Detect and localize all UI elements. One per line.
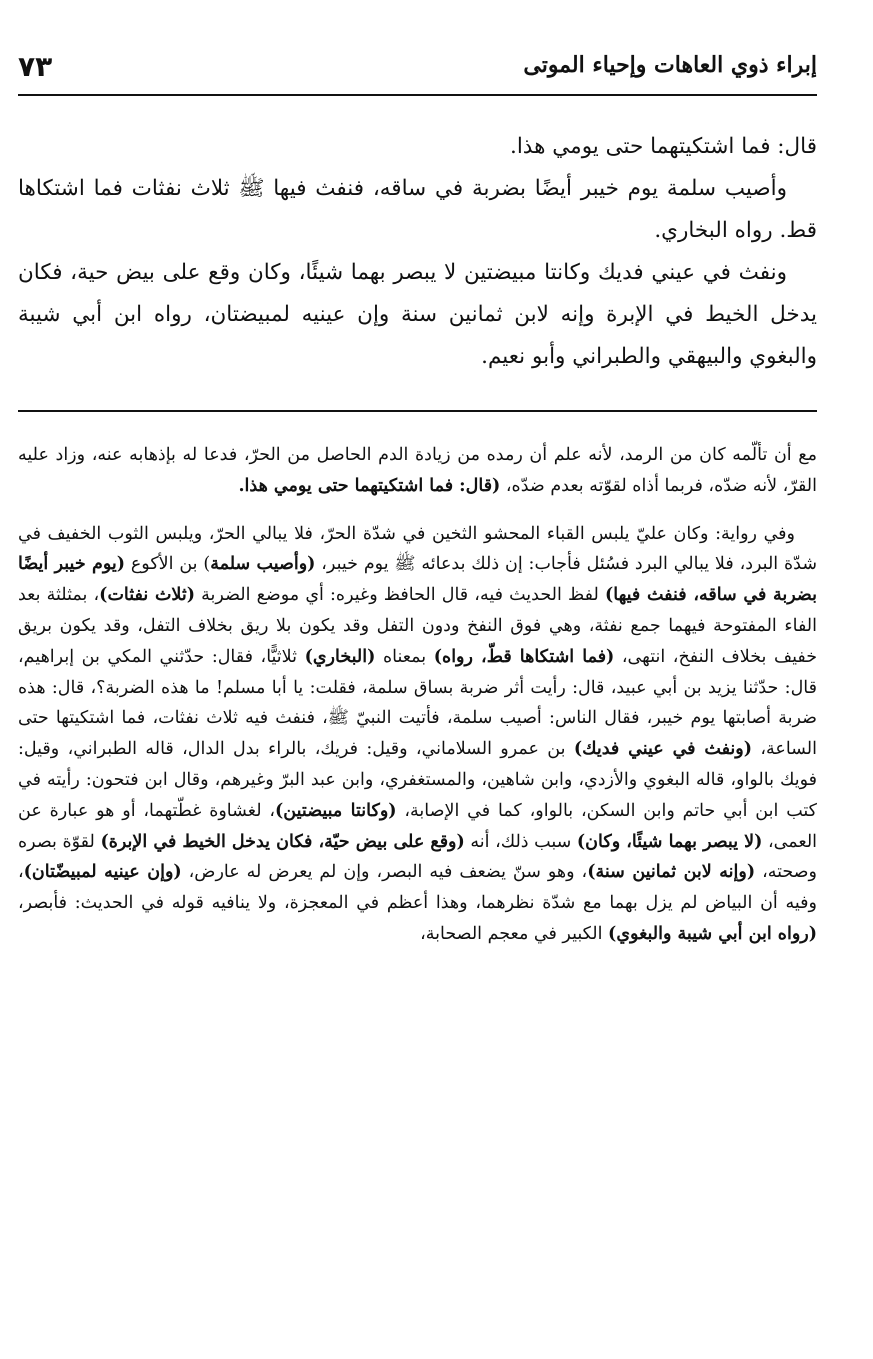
main-paragraph-2: وأصيب سلمة يوم خيبر أيضًا بضربة في ساقه، فنفث فيها ﷺ ثلاث نفثات فما اشتكاها قط. رواه البخاري. bbox=[18, 176, 817, 243]
commentary-segment: ، وهو سنّ يضعف فيه البصر، وإن لم يعرض له عارض، bbox=[181, 862, 588, 883]
main-paragraph-1: قال: فما اشتكيتهما حتى يومي هذا. bbox=[510, 134, 817, 159]
main-text bbox=[18, 126, 817, 378]
commentary-segment: الكبير في معجم الصحابة، bbox=[420, 923, 609, 944]
quoted-phrase: (وإن عينيه لمبيضّتان) bbox=[23, 862, 182, 883]
text-commentary-divider bbox=[18, 410, 817, 412]
quoted-phrase: (فما اشتكاها قطّ، رواه) bbox=[433, 646, 615, 667]
quoted-phrase: (قال: فما اشتكيتهما حتى يومي هذا. bbox=[238, 475, 501, 496]
quoted-phrase: (رواه ابن أبي شيبة والبغوي) bbox=[608, 923, 817, 944]
quoted-phrase: (البخاري) bbox=[304, 646, 376, 667]
commentary-segment: ، وفيه أن البياض لم يزل بهما مع شدّة نظرهما، وهذا أعظم في المعجزة، ولا ينافيه قوله في الحديث: فأبصر، bbox=[18, 862, 817, 914]
commentary-segment: لفظ الحديث فيه، قال الحافظ وغيره: أي موضع الضربة bbox=[195, 585, 605, 606]
quoted-phrase: (ونفث في عيني فديك) bbox=[573, 739, 753, 760]
commentary-segment: بن عمرو السلاماني، وقيل: فريك، بالراء بدل الدال، قاله الطبراني، وقيل: فويك بالواو، قاله البغوي والأزدي، وابن شاهين، والمستغفري، وابن عبد البرّ وغيرهم، وقال ابن فتحون: رأيته في كتب ابن أبي حاتم وابن السكن، بالواو، كما في الإصابة، bbox=[18, 739, 817, 821]
commentary-segment: ثلاثيًّا، فقال: حدّثني المكي بن إبراهيم، قال: حدّثنا يزيد بن أبي عبيد، قال: رأيت أثر ضربة بساق سلمة، فقلت: يا أبا مسلم! ما هذه الضربة؟، قال: هذه ضربة أصابتها يوم خيبر، فقال الناس: أصيب سلمة، فأتيت النبيّ ﷺ، فنفث فيه ثلاث نفثات، فما اشتكيتها حتى الساعة، bbox=[18, 646, 817, 760]
quoted-phrase: (وأصيب سلمة bbox=[210, 554, 316, 575]
commentary-segment: لقوّة بصره وصحته، bbox=[18, 831, 817, 883]
quoted-phrase: (وإنه لابن ثمانين سنة) bbox=[587, 862, 756, 883]
commentary-segment: وفي رواية: وكان عليّ يلبس القباء المحشو الثخين في شدّة الحرّ، فلا يبالي الحرّ، ويلبس الثوب الخفيف في شدّة البرد، فلا يبالي البرد فسُئل فأجاب: إن ذلك بدعائه ﷺ يوم خيبر، bbox=[18, 523, 817, 575]
main-paragraph-3: ونفث في عيني فديك وكانتا مبيضتين لا يبصر بهما شيئًا، وكان وقع على بيض حية، فكان يدخل الخيط في الإبرة وإنه لابن ثمانين سنة وإن عينيه لمبيضتان، رواه ابن أبي شيبة والبغوي والبيهقي والطبراني وأبو نعيم. bbox=[18, 260, 817, 369]
running-title: إبراء ذوي العاهات وإحياء الموتى bbox=[523, 52, 817, 78]
commentary-segment: ) بن الأكوع bbox=[125, 554, 211, 575]
quoted-phrase: (وقع على بيض حيّة، فكان يدخل الخيط في الإبرة) bbox=[100, 831, 465, 852]
page-number: ٧٣ bbox=[18, 50, 53, 83]
quoted-phrase: (وكانتا مبيضتين) bbox=[275, 800, 397, 821]
quoted-phrase: (يوم خيبر أيضًا بضربة في ساقه، فنفث فيها) bbox=[18, 554, 817, 606]
quoted-phrase: (لا يبصر بهما شيئًا، وكان) bbox=[576, 831, 763, 852]
commentary-segment: مع أن تألّمه كان من الرمد، لأنه علم أن رمده من زيادة الدم الحاصل من الحرّ، فدعا له بإذهابه عنه، وزاد عليه القرّ، لأنه ضدّه، فربما أذاه لقوّته بعدم ضدّه، bbox=[18, 445, 817, 496]
commentary-segment: سبب ذلك، أنه bbox=[464, 831, 577, 852]
header-rule bbox=[18, 94, 817, 96]
quoted-phrase: (ثلاث نفثات) bbox=[99, 585, 196, 606]
commentary-segment: ، بمثلثة بعد الفاء المفتوحة فيهما جمع نفثة، وهي فوق النفخ ودون التفل وقد يكون بلا ريق بخلاف التفل، وقد يكون بريق خفيف بخلاف النفخ، انتهى، bbox=[18, 585, 818, 667]
commentary-paragraph-2 bbox=[18, 519, 817, 950]
commentary-segment: بمعناه bbox=[375, 646, 434, 667]
commentary-segment: ، لغشاوة غطّتهما، أو هو عبارة عن العمى، bbox=[18, 800, 818, 852]
commentary-text bbox=[18, 440, 817, 950]
page-header bbox=[18, 50, 817, 90]
commentary-paragraph-1 bbox=[18, 440, 817, 502]
